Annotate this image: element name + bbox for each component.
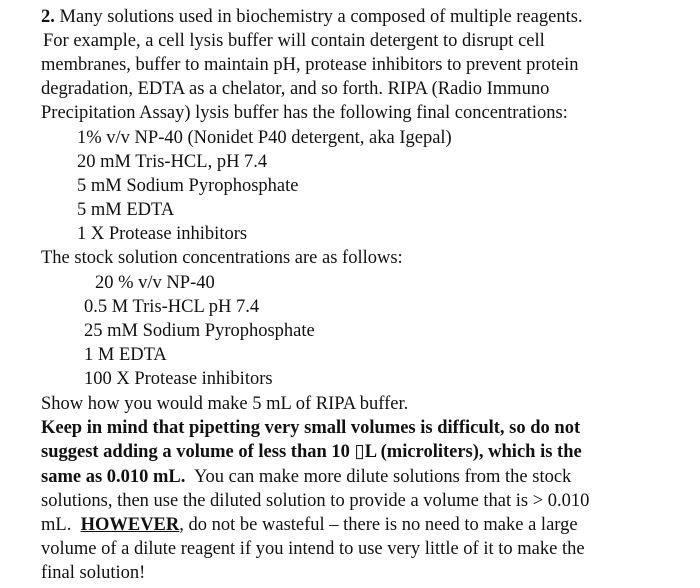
final-conc-item: 20 mM Tris-HCL, pH 7.4 <box>77 152 268 172</box>
final-conc-item: 1 X Protease inhibitors <box>77 224 248 244</box>
note-bold-line-3: same as 0.010 mL. <box>41 467 186 487</box>
however-emphasis: HOWEVER <box>80 515 180 535</box>
question-first-line <box>41 6 583 30</box>
note-bold-line-1: Keep in mind that pipetting very small volumes is difficult, so do not <box>41 418 581 438</box>
question-number: 2. <box>41 7 55 27</box>
stock-conc-item: 20 % v/v NP-40 <box>95 273 215 293</box>
note-plain-line-1: You can make more dilute solutions from the stock <box>193 467 572 487</box>
intro-line-5: Precipitation Assay) lysis buffer has the following final concentrations: <box>41 103 568 123</box>
intro-line-2: For example, a cell lysis buffer will contain detergent to disrupt cell <box>43 31 545 51</box>
stock-heading: The stock solution concentrations are as follows: <box>41 248 403 268</box>
note-plain-line-2: solutions, then use the diluted solution to provide a volume that is > 0.010 <box>41 491 590 511</box>
final-conc-item: 5 mM Sodium Pyrophosphate <box>77 176 299 196</box>
intro-line-1: Many solutions used in biochemistry a composed of multiple reagents. <box>59 7 583 27</box>
note-plain-line-3b: , do not be wasteful – there is no need to make a large <box>179 515 578 535</box>
final-conc-item: 5 mM EDTA <box>77 200 175 220</box>
final-conc-item: 1% v/v NP-40 (Nonidet P40 detergent, aka Igepal) <box>77 128 452 148</box>
note-mixed-line <box>41 466 571 490</box>
stock-conc-item: 100 X Protease inhibitors <box>84 369 273 389</box>
note-bold-line-2: suggest adding a volume of less than 10 ▯L (microliters), which is the <box>41 442 582 462</box>
intro-line-3: membranes, buffer to maintain pH, protease inhibitors to prevent protein <box>41 55 579 75</box>
note-however-line <box>41 514 578 538</box>
stock-conc-item: 0.5 M Tris-HCL pH 7.4 <box>84 297 260 317</box>
intro-line-4: degradation, EDTA as a chelator, and so forth. RIPA (Radio Immuno <box>41 79 550 99</box>
note-plain-line-3a: mL. <box>41 515 72 535</box>
stock-conc-item: 1 M EDTA <box>84 345 167 365</box>
task-statement: Show how you would make 5 mL of RIPA buffer. <box>41 394 409 414</box>
note-plain-line-4: volume of a dilute reagent if you intend to use very little of it to make the <box>41 539 585 559</box>
stock-conc-item: 25 mM Sodium Pyrophosphate <box>84 321 315 341</box>
note-plain-line-5: final solution! <box>41 563 146 583</box>
